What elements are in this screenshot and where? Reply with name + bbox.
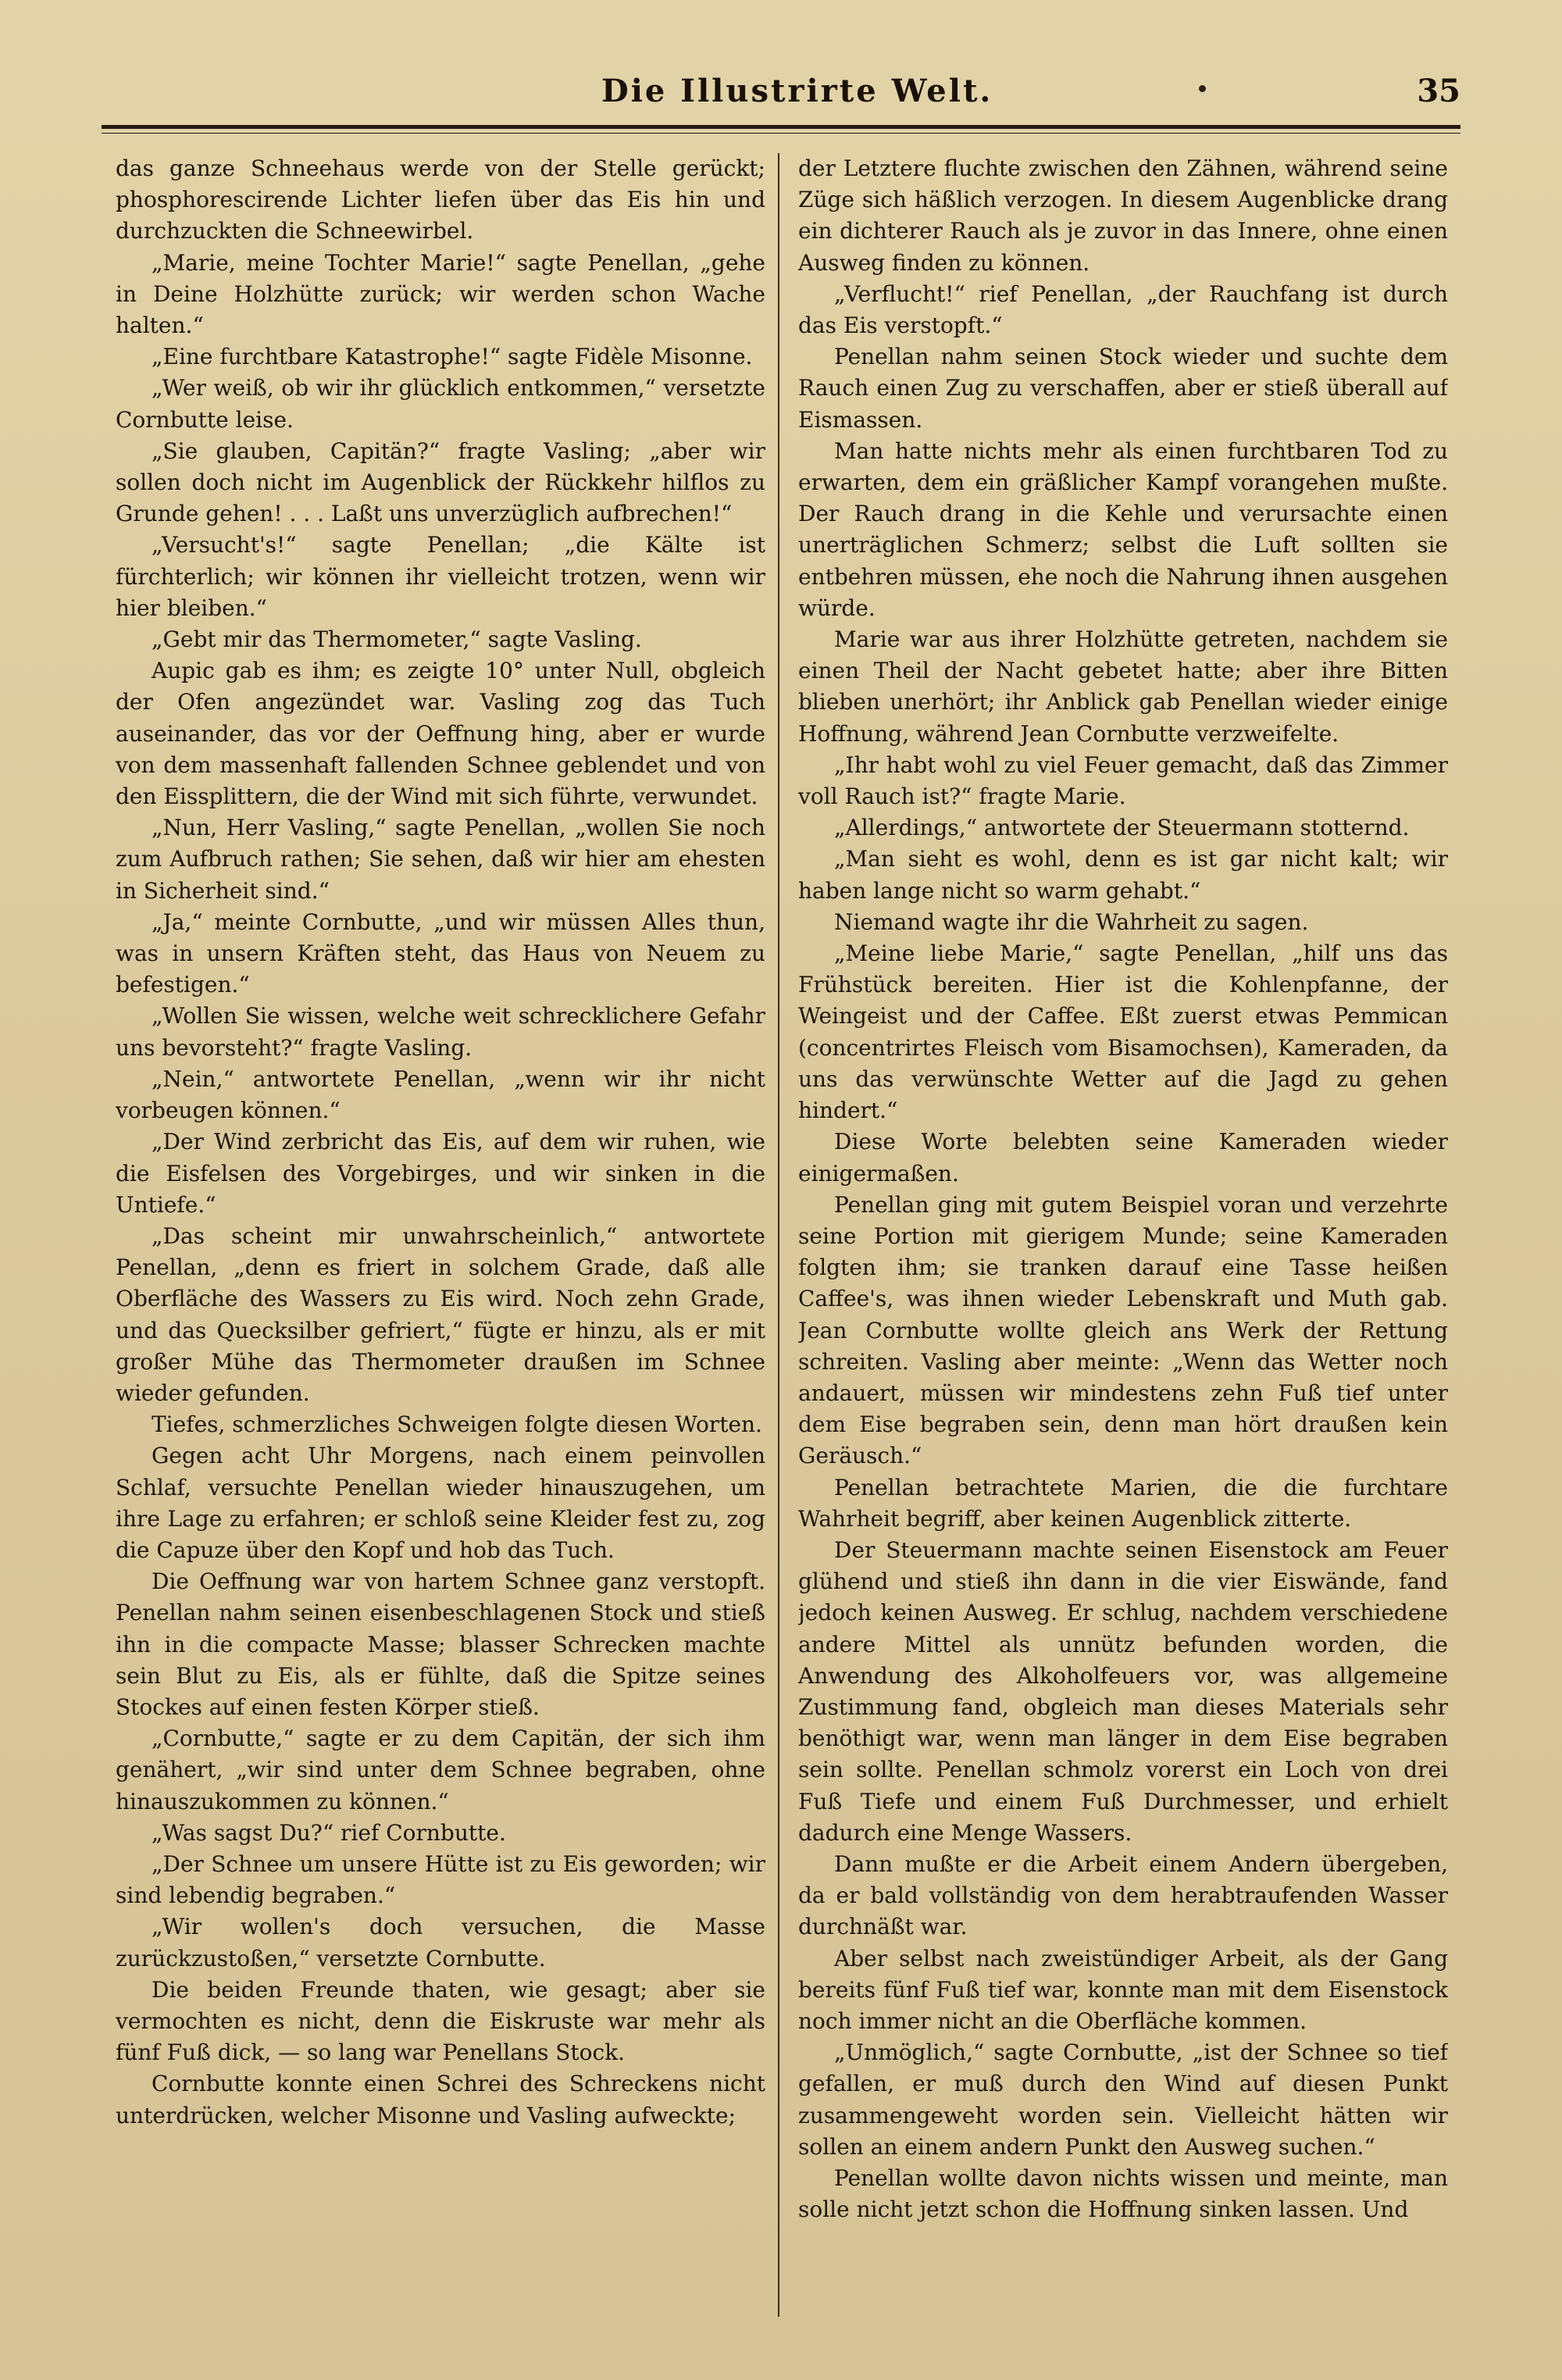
paragraph: „Wer weiß, ob wir ihr glücklich entkommen,“ versetzte Cornbutte leise. [116,375,765,433]
header-rule [102,125,1460,129]
paragraph: Gegen acht Uhr Morgens, nach einem peinvollen Schlaf, versuchte Penellan wieder hinauszugehen, um ihre Lage zu erfahren; er schloß seine Kleider fest zu, zog die Capuze über den Kopf und hob das Tuch. [116,1443,765,1563]
paragraph: „Nein,“ antwortete Penellan, „wenn wir ihr nicht vorbeugen können.“ [116,1065,765,1124]
paragraph: „Ihr habt wohl zu viel Feuer gemacht, daß das Zimmer voll Rauch ist?“ fragte Marie. [798,751,1448,810]
paragraph: Cornbutte konnte einen Schrei des Schreckens nicht unterdrücken, welcher Misonne und Vasling aufweckte; [116,2071,765,2128]
paragraph: „Das scheint mir unwahrscheinlich,“ antwortete Penellan, „denn es friert in solchem Grade, daß alle Oberfläche des Wassers zu Eis wird. Noch zehn Grade, und das Quecksilber gefriert,“ fügte er hinzu, als er mit großer Mühe das Thermometer draußen im Schnee wieder gefunden. [116,1222,765,1406]
paragraph: „Wollen Sie wissen, welche weit schrecklichere Gefahr uns bevorsteht?“ fragte Vasling. [116,1003,765,1061]
paragraph: „Verflucht!“ rief Penellan, „der Rauchfang ist durch das Eis verstopft.“ [798,280,1448,339]
paragraph: Aupic gab es ihm; es zeigte 10° unter Null, obgleich der Ofen angezündet war. Vasling zog das Tuch auseinander, das vor der Oeffnung hing, aber er wurde von dem massenhaft fallenden Schnee geblendet und von den Eissplittern, die der Wind mit sich führte, verwundet. [116,658,765,810]
paragraph: Niemand wagte ihr die Wahrheit zu sagen. [834,908,1309,935]
paragraph: „Was sagst Du?“ rief Cornbutte. [152,1819,506,1846]
page-number: 35 [1417,73,1460,109]
paragraph: Der Steuermann machte seinen Eisenstock am Feuer glühend und stieß ihn dann in die vier Eiswände, fand jedoch keinen Ausweg. Er schlug, nachdem verschiedene andere Mittel als unnütz befunden worden, die Anwendung des Alkoholfeuers vor, was allgemeine Zustimmung fand, obgleich man dieses Materials sehr benöthigt war, wenn man länger in dem Eise begraben sein sollte. Penellan schmolz vorerst ein Loch von drei Fuß Tiefe und einem Fuß Durchmesser, und erhielt dadurch eine Menge Wassers. [798,1536,1448,1846]
paragraph: Diese Worte belebten seine Kameraden wieder einigermaßen. [798,1129,1448,1186]
paragraph: Die beiden Freunde thaten, wie gesagt; aber sie vermochten es nicht, denn die Eiskruste war mehr als fünf Fuß dick, — so lang war Penellans Stock. [116,1976,765,2066]
right-column [798,153,1448,2325]
paragraph: Man hatte nichts mehr als einen furchtbaren Tod zu erwarten, dem ein gräßlicher Kampf vorangehen mußte. Der Rauch drang in die Kehle und verursachte einen unerträglichen Schmerz; selbst die Luft sollten sie entbehren müssen, ehe noch die Nahrung ihnen ausgehen würde. [798,437,1448,621]
paragraph: „Marie, meine Tochter Marie!“ sagte Penellan, „gehe in Deine Holzhütte zurück; wir werden schon Wache halten.“ [116,249,765,339]
paragraph: „Meine liebe Marie,“ sagte Penellan, „hilf uns das Frühstück bereiten. Hier ist die Kohlenpfanne, der Weingeist und der Caffee. Eßt zuerst etwas Pemmican (concentrirtes Fleisch vom Bisamochsen), Kameraden, da uns das verwünschte Wetter auf die Jagd zu gehen hindert.“ [798,940,1448,1124]
paragraph: „Gebt mir das Thermometer,“ sagte Vasling. [152,626,642,653]
paragraph: „Eine furchtbare Katastrophe!“ sagte Fidèle Misonne. [152,344,753,370]
paragraph: „Cornbutte,“ sagte er zu dem Capitän, der sich ihm genähert, „wir sind unter dem Schnee begraben, ohne hinauszukommen zu können.“ [116,1725,765,1814]
paragraph: „Wir wollen's doch versuchen, die Masse zurückzustoßen,“ versetzte Cornbutte. [116,1914,765,1971]
paragraph: „Der Schnee um unsere Hütte ist zu Eis geworden; wir sind lebendig begraben.“ [116,1850,765,1909]
paragraph: Penellan betrachtete Marien, die die furchtare Wahrheit begriff, aber keinen Augenblick zitterte. [798,1474,1448,1532]
paragraph: Die Oeffnung war von hartem Schnee ganz verstopft. Penellan nahm seinen eisenbeschlagenen Stock und stieß ihn in die compacte Masse; blasser Schrecken machte sein Blut zu Eis, als er fühlte, daß die Spitze seines Stockes auf einen festen Körper stieß. [116,1568,765,1720]
paragraph: „Allerdings,“ antwortete der Steuermann stotternd. [834,815,1410,841]
paragraph: Aber selbst nach zweistündiger Arbeit, als der Gang bereits fünf Fuß tief war, konnte man mit dem Eisenstock noch immer nicht an die Oberfläche kommen. [798,1945,1448,2034]
paragraph: Dann mußte er die Arbeit einem Andern übergeben, da er bald vollständig von dem herabtraufenden Wasser durchnäßt war. [798,1850,1448,1940]
header-dot-ornament [1199,85,1206,92]
paragraph: Penellan ging mit gutem Beispiel voran und verzehrte seine Portion mit gierigem Munde; seine Kameraden folgten ihm; sie tranken darauf eine Tasse heißen Caffee's, was ihnen wieder Lebenskraft und Muth gab. Jean Cornbutte wollte gleich ans Werk der Rettung schreiten. Vasling aber meinte: „Wenn das Wetter noch andauert, müssen wir mindestens zehn Fuß tief unter dem Eise begraben sein, denn man hört draußen kein Geräusch.“ [798,1191,1448,1469]
paragraph: das ganze Schneehaus werde von der Stelle gerückt; phosphorescirende Lichter liefen über das Eis hin und durchzuckten die Schneewirbel. [116,155,765,244]
masthead-title: Die Illustrirte Welt. [601,73,993,109]
column-divider [778,153,779,2317]
paragraph: Tiefes, schmerzliches Schweigen folgte diesen Worten. [152,1411,762,1438]
paragraph: Marie war aus ihrer Holzhütte getreten, nachdem sie einen Theil der Nacht gebetet hatte; aber ihre Bitten blieben unerhört; ihr Anblick gab Penellan wieder einige Hoffnung, während Jean Cornbutte verzweifelte. [798,626,1448,747]
paragraph: „Ja,“ meinte Cornbutte, „und wir müssen Alles thun, was in unsern Kräften steht, das Haus von Neuem zu befestigen.“ [116,908,765,998]
paragraph: „Der Wind zerbricht das Eis, auf dem wir ruhen, wie die Eisfelsen des Vorgebirges, und wir sinken in die Untiefe.“ [116,1129,765,1218]
paragraph: „Sie glauben, Capitän?“ fragte Vasling; „aber wir sollen doch nicht im Augenblick der Rückkehr hilflos zu Grunde gehen! . . . Laßt uns unverzüglich aufbrechen!“ [116,437,765,527]
paragraph: „Versucht's!“ sagte Penellan; „die Kälte ist fürchterlich; wir können ihr vielleicht trotzen, wenn wir hier bleiben.“ [116,532,765,621]
paragraph: Penellan wollte davon nichts wissen und meinte, man solle nicht jetzt schon die Hoffnung sinken lassen. Und [798,2165,1448,2223]
page-header [102,66,1460,121]
paragraph: Penellan nahm seinen Stock wieder und suchte dem Rauch einen Zug zu verschaffen, aber er stieß überall auf Eismassen. [798,344,1448,433]
paragraph: „Nun, Herr Vasling,“ sagte Penellan, „wollen Sie noch zum Aufbruch rathen; Sie sehen, daß wir hier am ehesten in Sicherheit sind.“ [116,815,765,904]
paragraph: „Man sieht es wohl, denn es ist gar nicht kalt; wir haben lange nicht so warm gehabt.“ [798,846,1448,904]
left-column [116,153,765,2325]
paragraph: „Unmöglich,“ sagte Cornbutte, „ist der Schnee so tief gefallen, er muß durch den Wind auf diesen Punkt zusammengeweht worden sein. Vielleicht hätten wir sollen an einem andern Punkt den Ausweg suchen.“ [798,2039,1448,2160]
header-rule-thin [102,133,1460,134]
paragraph: der Letztere fluchte zwischen den Zähnen, während seine Züge sich häßlich verzogen. In diesem Augenblicke drang ein dichterer Rauch als je zuvor in das Innere, ohne einen Ausweg finden zu können. [798,155,1448,276]
